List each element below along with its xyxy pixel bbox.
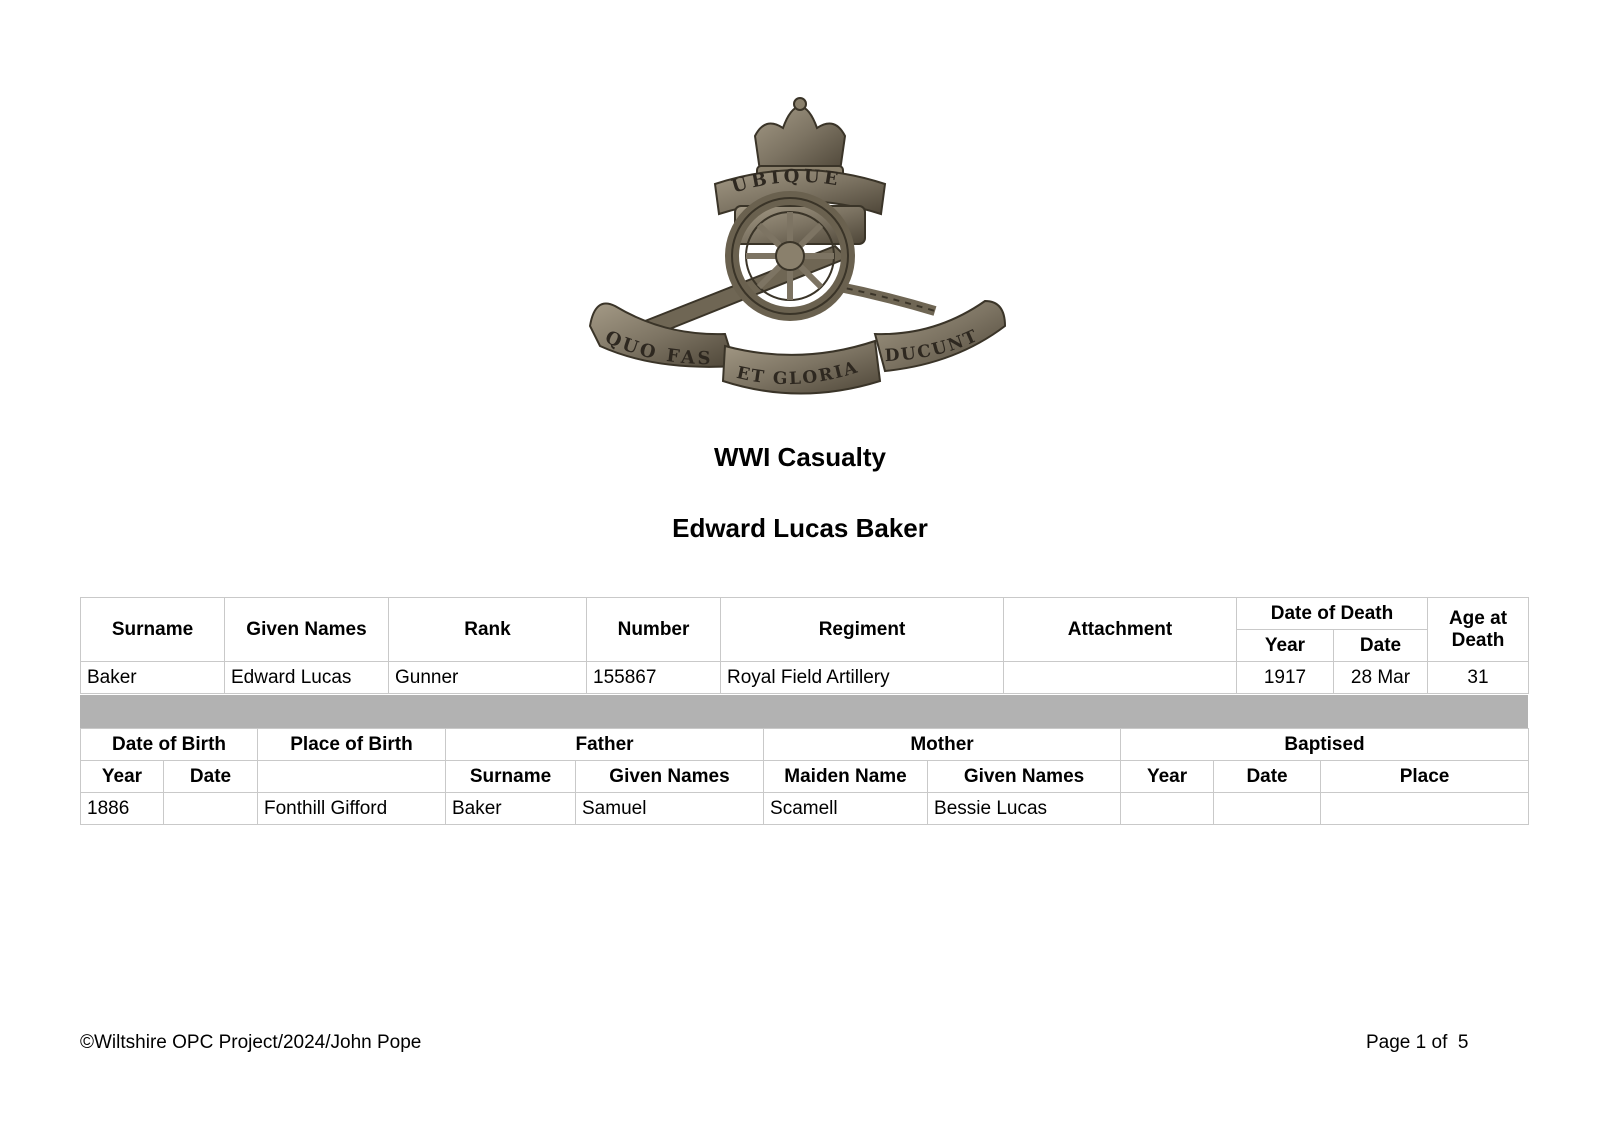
page-number: Page 1 of 5 — [1366, 1032, 1469, 1053]
cell-number: 155867 — [587, 662, 721, 694]
header-date-of-birth: Date of Birth — [81, 729, 258, 761]
table-row — [81, 662, 1529, 694]
motto-left: QUO FAS — [601, 326, 714, 370]
header-mother: Mother — [764, 729, 1121, 761]
cell-mother-maiden-name: Scamell — [764, 793, 928, 825]
cell-baptised-year — [1121, 793, 1214, 825]
cell-mother-given-names: Bessie Lucas — [928, 793, 1121, 825]
header-surname: Surname — [81, 598, 225, 662]
gun-wheel-icon — [732, 198, 848, 314]
header-father: Father — [446, 729, 764, 761]
copyright-notice: ©Wiltshire OPC Project/2024/John Pope — [80, 1032, 422, 1053]
header-baptised: Baptised — [1121, 729, 1529, 761]
cell-birth-year: 1886 — [81, 793, 164, 825]
header-birth-year: Year — [81, 761, 164, 793]
cell-death-date: 28 Mar — [1334, 662, 1428, 694]
header-baptised-place: Place — [1321, 761, 1529, 793]
header-birth-date: Date — [164, 761, 258, 793]
motto-middle: ET GLORIA — [734, 357, 862, 390]
person-name: Edward Lucas Baker — [672, 513, 928, 543]
cell-father-surname: Baker — [446, 793, 576, 825]
cell-regiment: Royal Field Artillery — [721, 662, 1004, 694]
family-record-table — [80, 728, 1529, 825]
cell-baptised-place — [1321, 793, 1529, 825]
motto-right: DUCUNT — [884, 325, 982, 367]
cell-birth-date — [164, 793, 258, 825]
header-mother-maiden-name: Maiden Name — [764, 761, 928, 793]
header-rank: Rank — [389, 598, 587, 662]
header-age-at-death: Age at Death — [1428, 598, 1529, 662]
separator-bar — [80, 695, 1528, 728]
header-death-date: Date — [1334, 630, 1428, 662]
cell-baptised-date — [1214, 793, 1321, 825]
service-record-table — [80, 597, 1529, 694]
header-baptised-date: Date — [1214, 761, 1321, 793]
table-row — [81, 793, 1529, 825]
header-empty — [258, 761, 446, 793]
cell-place-of-birth: Fonthill Gifford — [258, 793, 446, 825]
header-given-names: Given Names — [225, 598, 389, 662]
header-baptised-year: Year — [1121, 761, 1214, 793]
page-title: WWI Casualty — [714, 442, 886, 472]
header-mother-given-names: Given Names — [928, 761, 1121, 793]
header-father-surname: Surname — [446, 761, 576, 793]
header-date-of-death: Date of Death — [1237, 598, 1428, 630]
cell-father-given-names: Samuel — [576, 793, 764, 825]
header-number: Number — [587, 598, 721, 662]
cell-attachment — [1004, 662, 1237, 694]
cell-rank: Gunner — [389, 662, 587, 694]
cell-surname: Baker — [81, 662, 225, 694]
cell-age: 31 — [1428, 662, 1529, 694]
cell-death-year: 1917 — [1237, 662, 1334, 694]
cell-given-names: Edward Lucas — [225, 662, 389, 694]
header-father-given-names: Given Names — [576, 761, 764, 793]
royal-artillery-badge-icon — [585, 96, 1015, 406]
motto-upper: UBIQUE — [729, 165, 844, 198]
header-place-of-birth: Place of Birth — [258, 729, 446, 761]
header-death-year: Year — [1237, 630, 1334, 662]
header-regiment: Regiment — [721, 598, 1004, 662]
header-attachment: Attachment — [1004, 598, 1237, 662]
